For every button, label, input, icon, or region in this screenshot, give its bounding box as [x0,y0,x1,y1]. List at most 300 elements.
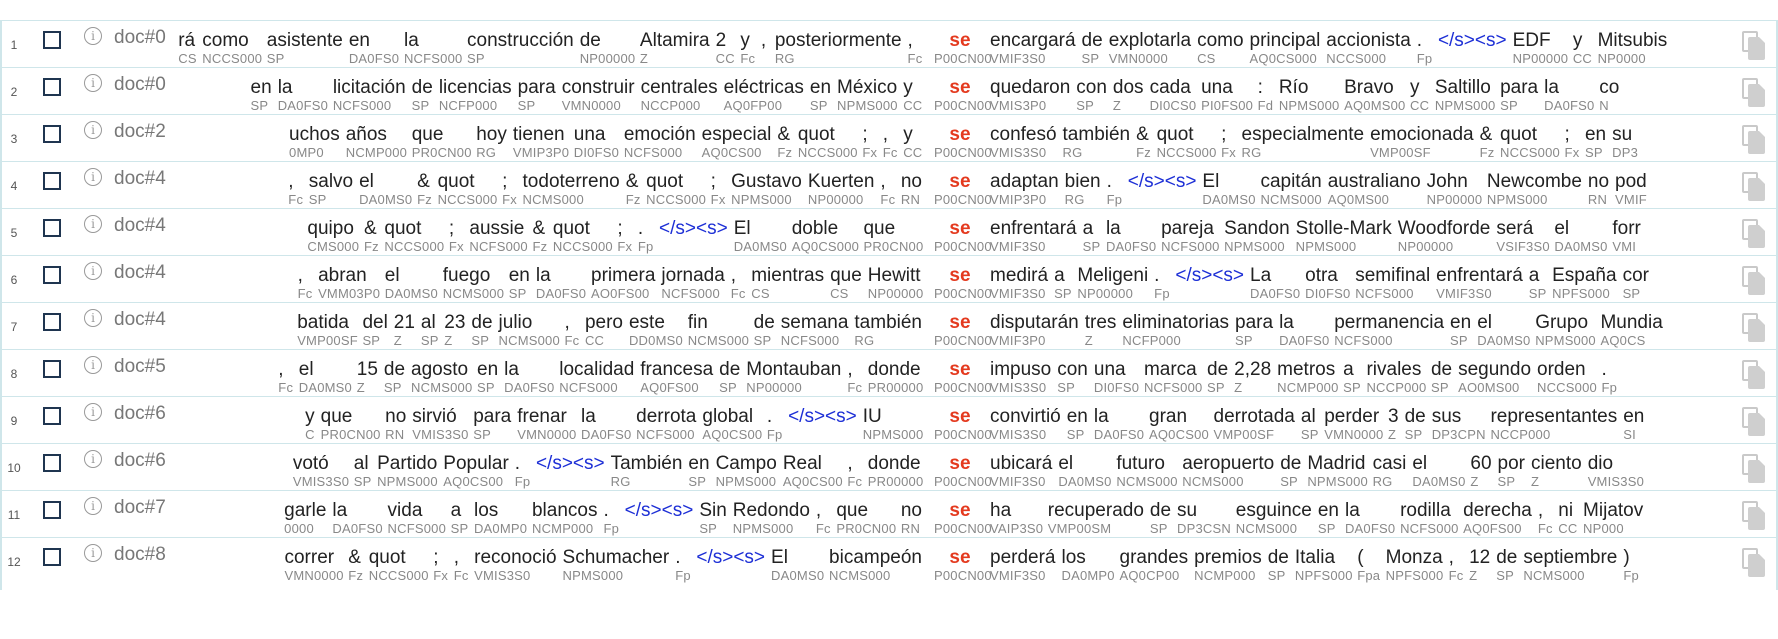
token-word: la [1344,500,1360,521]
token-tag: VMIF3S0 [990,568,1046,583]
token-word: fuego [442,265,491,286]
token-tag: SP [473,427,491,442]
token-tag: RG [1372,474,1393,489]
copy-icon[interactable] [1742,454,1768,484]
token-tag: NCMP000 [345,145,408,160]
token-tag: VMM03P0 [318,286,381,301]
token-tag: DA0FS0 [1344,521,1396,536]
token-word: & [1136,124,1149,145]
token-tag: NCFS000 [1400,521,1459,536]
token-tag: NCMS000 [442,286,505,301]
row-checkbox[interactable] [43,172,61,190]
token-word: la [332,500,348,521]
token-word: explotarla [1108,30,1192,51]
token-tag: NCMS000 [411,380,473,395]
token-tag: VMN0000 [517,427,577,442]
token [990,538,1061,591]
token-tag: SP [1300,427,1319,442]
token-tag: Fx [617,239,633,254]
token-tag: PR0CN00 [320,427,381,442]
token-word: ubicará [990,453,1053,474]
token-word: dos [1112,77,1144,98]
token-word: la [403,30,419,51]
token-tag: CC [1410,98,1430,113]
token-word: Mitsubis [1597,30,1668,51]
keyword-tag: P00CN00 [934,239,992,254]
token-word: quot [552,218,590,239]
token-word: quot [646,171,684,192]
token-tag: DA0FS0 [277,98,329,113]
token-word: Monza [1385,547,1443,568]
token-tag: SP [1066,427,1085,442]
token-word: la [504,359,519,380]
token-word: esguince [1235,500,1312,521]
token-word: Sin [699,500,727,521]
token-tag: Fp [603,521,620,536]
token-word: </s><s> [788,406,857,427]
token-word: ; [710,171,716,192]
token [1120,538,1195,591]
copy-icon[interactable] [1742,501,1768,531]
keyword-tag: P00CN00 [934,427,992,442]
keyword-tag: P00CN00 [934,51,992,66]
token-word: representantes [1490,406,1618,427]
copy-icon[interactable] [1742,172,1768,202]
token-word: Woodforde [1397,218,1491,239]
token-tag: Fx [710,192,726,207]
token-tag: NCMS000 [522,192,584,207]
token-word: ; [862,124,868,145]
token-word: y [740,30,750,51]
token [1295,538,1357,591]
token-tag: DA0MS0 [1202,192,1256,207]
doc-id: doc#4 [114,215,166,236]
token-word: la [277,77,293,98]
token-word: de [411,77,433,98]
row-checkbox[interactable] [43,125,61,143]
token-tag: DI0FS0 [573,145,620,160]
token-tag: DA0MP0 [1061,568,1115,583]
token-tag: NCMS000 [687,333,750,348]
token-tag: Z [1234,380,1243,395]
keyword-word: se [949,77,971,98]
token-tag: CC [1558,521,1578,536]
copy-icon-front [1748,131,1765,154]
token-word: salvo [308,171,354,192]
token-tag: SP [353,474,372,489]
info-icon[interactable]: i [84,168,102,186]
token-tag: VMP00SM [1047,521,1112,536]
info-icon[interactable]: i [84,262,102,280]
token-tag: SP [1404,427,1423,442]
token-word: El [1202,171,1220,192]
token-tag: CS [751,286,770,301]
token-word: mientras [751,265,825,286]
token-tag: SP [508,286,527,301]
copy-icon[interactable] [1742,31,1768,61]
token-word: , [847,359,853,380]
token-word: derecha [1463,500,1532,521]
token-tag: NCFS000 [780,333,840,348]
row-number: 11 [7,508,21,522]
token-word: los [473,500,499,521]
row-checkbox[interactable] [43,266,61,284]
token-word: donde [867,359,921,380]
token-tag: SP [1207,380,1225,395]
token-tag: NPMS000 [1307,474,1368,489]
token-tag: DP3CPN [1431,427,1486,442]
token-word: de [471,312,493,333]
token-tag: Fc [740,51,756,66]
info-icon[interactable]: i [84,356,102,374]
row-checkbox[interactable] [43,78,61,96]
token-tag: Fz [532,239,548,254]
token-word: de [1430,359,1453,380]
token-tag: NPMS000 [715,474,777,489]
token-word: futuro [1116,453,1165,474]
token [474,538,562,591]
token-tag: VMN0000 [1324,427,1384,442]
row-checkbox[interactable] [43,219,61,237]
token-word: , [880,171,886,192]
token-tag: RN [1587,192,1608,207]
token-tag: NCCS000 [437,192,498,207]
token-tag: AQ0MS00 [1327,192,1390,207]
row-checkbox[interactable] [43,548,61,566]
token-tag: Fz [625,192,641,207]
token-tag: NCMS000 [498,333,560,348]
token-tag: Fx [1221,145,1236,160]
concordance-row [0,161,1778,214]
token-word: & [348,547,361,568]
token-word: . [1601,359,1607,380]
token-word: como [202,30,249,51]
token-word: ; [617,218,623,239]
token-tag: CS [178,51,197,66]
token-tag: Fp [1623,568,1639,583]
token-tag: AO0FS00 [591,286,650,301]
row-number: 10 [7,461,21,475]
token-word: cor [1622,265,1649,286]
token-word: permanencia [1334,312,1445,333]
token-tag: VMIS3S0 [990,380,1047,395]
copy-icon[interactable] [1742,360,1768,390]
token-tag: CC [1572,51,1592,66]
token-word: para [473,406,512,427]
token-tag: NPMS000 [731,192,792,207]
token-tag: Fc [564,333,580,348]
token-word: para [1235,312,1274,333]
token-tag: NCFS000 [1355,286,1414,301]
row-number: 4 [10,179,18,193]
token-tag: VMIS3S0 [1587,474,1645,489]
token-tag: NP00000 [807,192,864,207]
token-tag: SP [1622,286,1641,301]
token-tag: SP [471,333,490,348]
token-word: asistente [266,30,343,51]
doc-id: doc#4 [114,168,166,189]
token [829,538,928,591]
token-tag: AO0MS00 [1458,380,1520,395]
token-tag: Z [1470,474,1479,489]
token-tag: Fc [288,192,304,207]
token-tag: DP3CSN [1177,521,1231,536]
token-word: capitán [1260,171,1322,192]
token-word: rivales [1366,359,1422,380]
token-word: en [1450,312,1472,333]
token-word: derrota [636,406,697,427]
info-icon[interactable]: i [84,497,102,515]
copy-icon[interactable] [1742,407,1768,437]
token-tag: CMS000 [307,239,360,254]
token-tag: SP [477,380,495,395]
token-tag: SP [1081,51,1100,66]
token-tag: NP00000 [1426,192,1483,207]
token [284,538,348,591]
token-word: centrales [640,77,718,98]
token-tag: NCCS000 [1156,145,1217,160]
token-word: 23 [444,312,466,333]
token-tag: DA0FS0 [504,380,555,395]
row-checkbox[interactable] [43,454,61,472]
token-word: fin [687,312,708,333]
token-word: los [1061,547,1086,568]
token-word: el [1058,453,1074,474]
row-number: 9 [10,414,18,428]
token-tag: AQ0CS00 [701,145,762,160]
token-tag: SP [1267,568,1286,583]
token-word: gran [1149,406,1188,427]
keyword-match [934,538,992,591]
token-word: uchos [289,124,340,145]
token-tag: VMN0000 [1108,51,1168,66]
doc-id: doc#2 [114,121,166,142]
token-word: frenar [517,406,567,427]
token-word: pareja [1161,218,1214,239]
token-tag: SP [1496,568,1514,583]
token-word: ; [1221,124,1227,145]
token-word: ni [1558,500,1574,521]
token-word: vida [387,500,423,521]
token-tag: Fc [1448,568,1464,583]
token-word: quedaron [990,77,1071,98]
token-word: en [688,453,710,474]
token-tag: Z [356,380,365,395]
token-word: John [1426,171,1468,192]
token-tag: SP [1057,380,1075,395]
token-tag: NCFS000 [1143,380,1203,395]
keyword-tag: P00CN00 [934,474,992,489]
token-tag: NCCS000 [1326,51,1387,66]
token-word: . [1154,265,1160,286]
token-tag: Z [1084,333,1093,348]
token [771,538,829,591]
token-tag: NPMS000 [1486,192,1548,207]
concordance-row [0,67,1778,120]
row-checkbox[interactable] [43,407,61,425]
token-tag: RN [385,427,405,442]
token-tag: AQ0FS00 [1463,521,1522,536]
token-tag: NPMS000 [837,98,898,113]
info-icon[interactable]: i [84,450,102,468]
token [1469,538,1496,591]
doc-id: doc#5 [114,356,166,377]
token-word: la [1279,312,1294,333]
token-word: convirtió [990,406,1061,427]
token-tag: VMN0000 [284,568,344,583]
token-tag: Fp [766,427,783,442]
token-word: encargará [990,30,1076,51]
token-tag: RG [774,51,795,66]
token-tag: NCCS000 [552,239,613,254]
token-word: especialmente [1241,124,1365,145]
token-tag: SP [1450,333,1468,348]
copy-icon-front [1748,460,1765,483]
token-word: & [363,218,377,239]
token-tag: PR00000 [867,380,924,395]
row-checkbox[interactable] [43,501,61,519]
token-tag: VSIF3S0 [1496,239,1550,254]
token-word: derrotada [1213,406,1295,427]
token-word: a [1082,218,1094,239]
token-word: Mundia [1600,312,1663,333]
token-tag: Fp [1154,286,1170,301]
token-tag: AQ0CS [1600,333,1646,348]
token-tag: AQ0MS00 [1344,98,1406,113]
info-icon[interactable]: i [84,74,102,92]
info-icon[interactable]: i [84,27,102,45]
token-word: septiembre [1523,547,1618,568]
token-word: ( [1357,547,1364,568]
token-tag: VMIF3P0 [990,333,1046,348]
row-checkbox[interactable] [43,313,61,331]
copy-icon[interactable] [1742,548,1768,578]
token-word: dio [1587,453,1614,474]
info-icon[interactable]: i [84,121,102,139]
token-word: a [1343,359,1354,380]
token-word: una [573,124,606,145]
token-word: , [288,171,294,192]
token-word: no [900,500,922,521]
token-word: quot [1500,124,1537,145]
token-word: segundo [1458,359,1532,380]
copy-icon[interactable] [1742,266,1768,296]
token-tag: Z [1112,98,1122,113]
copy-icon[interactable] [1742,219,1768,249]
token-tag: VMIF3S0 [990,474,1046,489]
token-word: Redondo [732,500,810,521]
token-tag: DA0MS0 [359,192,413,207]
token-word: marca [1143,359,1197,380]
token [433,538,453,591]
token-tag: NCFS000 [1161,239,1220,254]
row-checkbox[interactable] [43,31,61,49]
token-word: rá [178,30,196,51]
token-tag: DA0FS0 [1250,286,1301,301]
token-tag: SP [1054,286,1072,301]
token-word: y [903,124,913,145]
keyword-tag: P00CN00 [934,286,992,301]
token [1523,538,1623,591]
row-checkbox[interactable] [43,360,61,378]
token-tag: NPMS000 [1295,239,1357,254]
info-icon[interactable]: i [84,215,102,233]
keyword-word: se [949,500,971,521]
token-tag: DI0FS0 [1305,286,1351,301]
copy-icon-front [1748,272,1765,295]
token-tag: RG [1062,145,1083,160]
token-tag: NP00000 [746,380,802,395]
token-word: la [1544,77,1559,98]
token-word: Schumacher [562,547,670,568]
token-word: que [863,218,896,239]
token-word: posteriormente [774,30,902,51]
token-tag: SP [266,51,285,66]
token-tag: SP [362,333,381,348]
token-tag: DA0FS0 [535,286,587,301]
token-tag: SP [1497,474,1516,489]
token-tag: SP [809,98,828,113]
token [1496,538,1523,591]
doc-id: doc#0 [114,27,166,48]
token-word: será [1496,218,1534,239]
info-icon[interactable]: i [84,403,102,421]
token [1386,538,1449,591]
token-tag: CC [903,98,923,113]
token-word: construir [561,77,635,98]
token-tag: VMIF [1615,192,1647,207]
token-word: emoción [623,124,696,145]
concordance-row [0,208,1778,261]
token-word: y [305,406,315,427]
token-word: , [1448,547,1454,568]
token-word: ha [990,500,1012,521]
keyword-word: se [949,265,971,286]
token [1449,538,1469,591]
token-word: quot [1156,124,1194,145]
token-tag: NCFS000 [559,380,618,395]
token-word: medirá [990,265,1049,286]
token-tag: NP00000 [867,286,924,301]
copy-icon[interactable] [1742,125,1768,155]
copy-icon[interactable] [1742,313,1768,343]
token-word: reconoció [474,547,557,568]
token-tag: PR0CN00 [836,521,897,536]
token-tag: DA0MS0 [1058,474,1112,489]
token-tag: AQ0CP00 [1119,568,1180,583]
token-word: Hewitt [867,265,921,286]
token-tag: NPFS000 [1294,568,1353,583]
token-word: en [250,77,272,98]
token-word: en [809,77,832,98]
concordance-row [0,396,1778,449]
copy-icon[interactable] [1742,78,1768,108]
token-tag: VMIS3P0 [990,98,1047,113]
token-tag: DA0FS0 [348,51,400,66]
token-word: la [581,406,596,427]
info-icon[interactable]: i [84,544,102,562]
token-word: EDF [1512,30,1551,51]
keyword-word: se [949,406,971,427]
token-word: ; [448,218,455,239]
token-word: , [815,500,822,521]
token-tag: AQ0CS000 [1249,51,1317,66]
token-tag: VMIP3P0 [512,145,570,160]
token-tag: VMIS3S0 [412,427,469,442]
info-icon[interactable]: i [84,309,102,327]
token-tag: NCMS000 [1523,568,1585,583]
token-word: enfrentará [990,218,1077,239]
